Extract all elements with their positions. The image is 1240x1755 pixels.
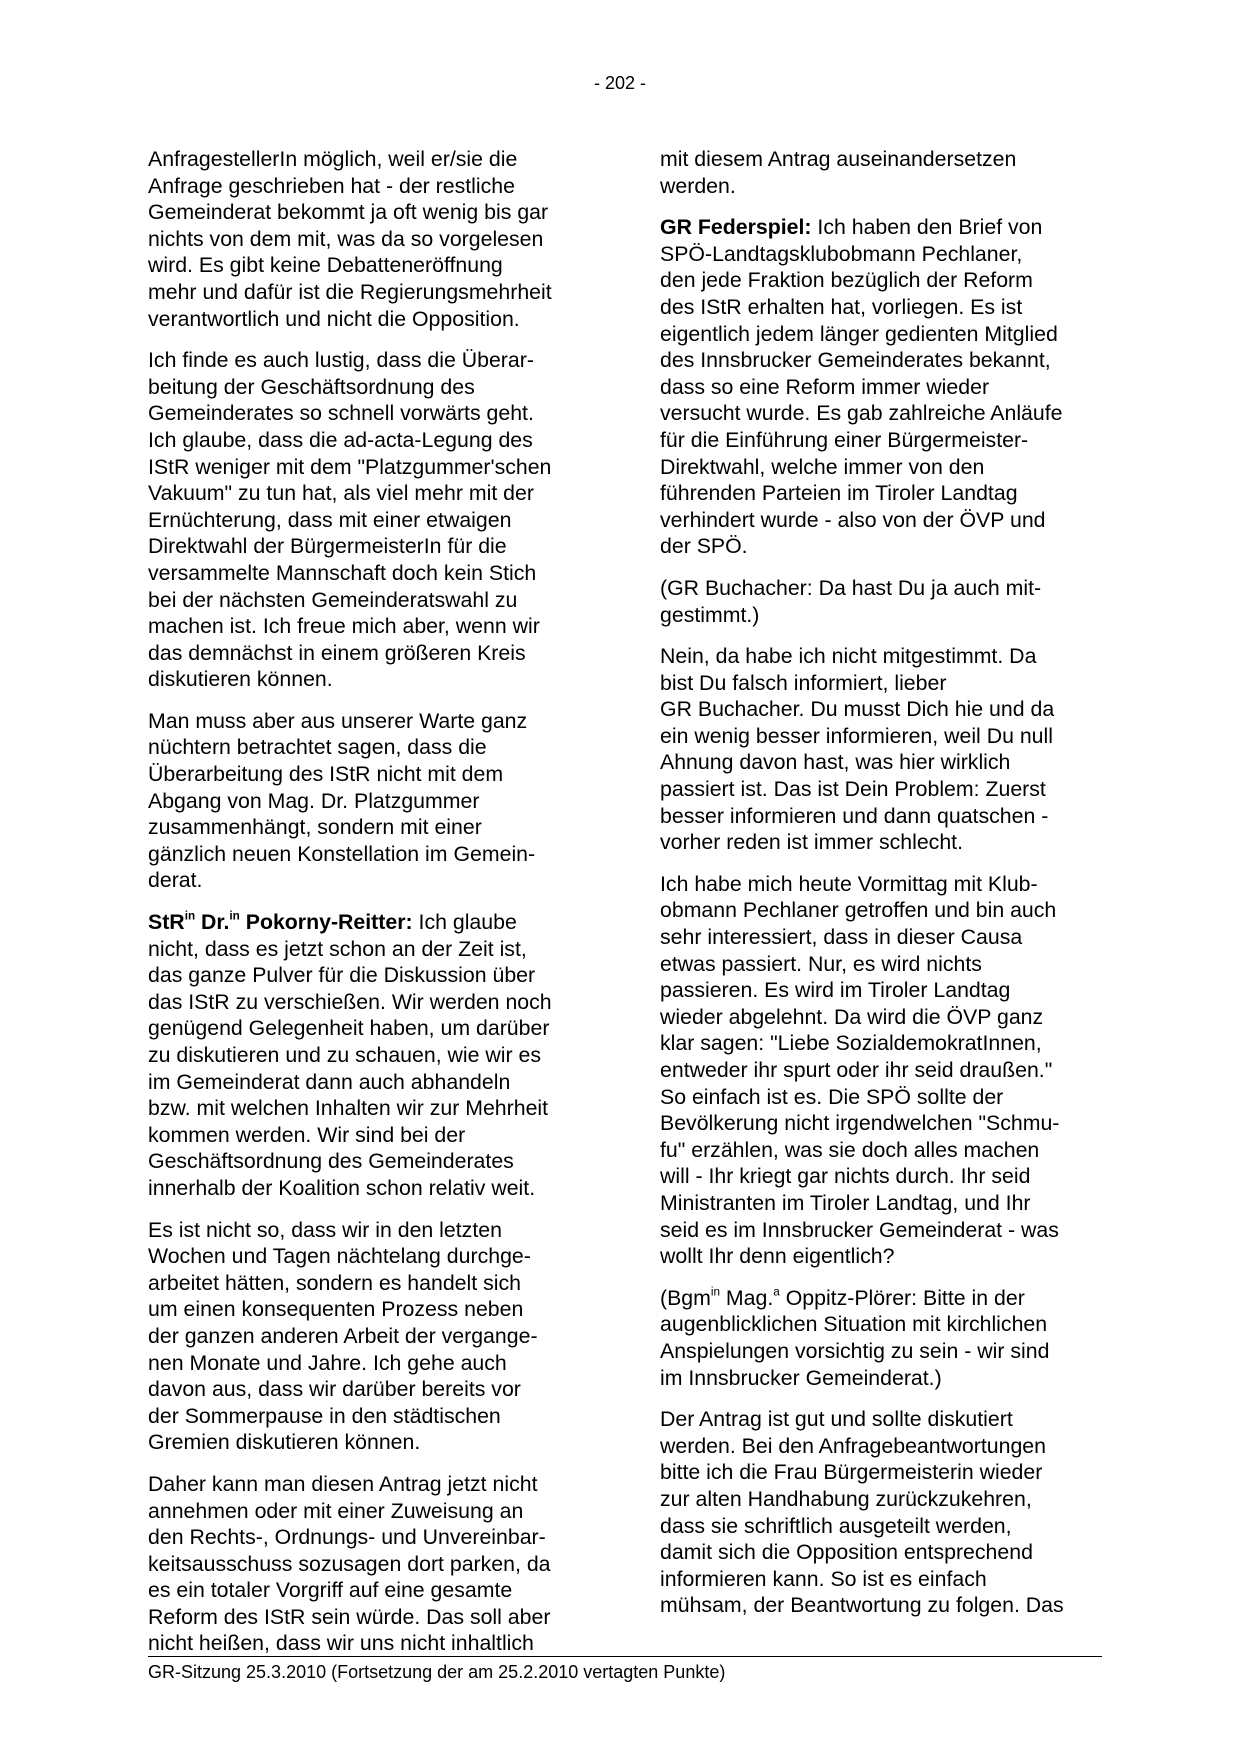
text-line: der SPÖ. [660, 534, 748, 559]
text-line: seid es im Innsbrucker Gemeinderat - was [660, 1217, 1059, 1242]
text-line: des Innsbrucker Gemeinderates bekannt, [660, 348, 1051, 373]
text-line: entweder ihr spurt oder ihr seid draußen." [660, 1058, 1053, 1082]
interjection-degree: Mag. [720, 1285, 774, 1310]
text-line: informieren kann. So ist es einfach [660, 1566, 987, 1591]
text-line: Es ist nicht so, dass wir in den letzten [148, 1217, 502, 1242]
text-line: (GR Buchacher: Da hast Du ja auch mit- [660, 575, 1042, 600]
text-line: Nein, da habe ich nicht mitgestimmt. Da [660, 644, 1037, 669]
text-line: der ganzen anderen Arbeit der vergange- [148, 1323, 538, 1348]
paragraph [660, 575, 1098, 628]
speaker-title-sup: in [184, 909, 196, 923]
paragraph [148, 909, 586, 1202]
text-line: AnfragestellerIn möglich, weil er/sie die [148, 147, 518, 171]
text-line: besser informieren und dann quatschen - [660, 803, 1049, 828]
paragraph [148, 1217, 586, 1456]
text-line: Gremien diskutieren können. [148, 1430, 421, 1455]
text-line: dass sie schriftlich ausgeteilt werden, [660, 1513, 1012, 1538]
speaker-degree: Dr. [195, 910, 230, 935]
text-line: das IStR zu verschießen. Wir werden noch [148, 989, 552, 1014]
text-line: bzw. mit welchen Inhalten wir zur Mehrheit [148, 1096, 549, 1121]
text-line: dass so eine Reform immer wieder [660, 374, 990, 399]
text-line: nicht heißen, dass wir uns nicht inhaltlich [148, 1631, 534, 1656]
text-line: obmann Pechlaner getroffen und bin auch [660, 898, 1057, 923]
paragraph [660, 146, 1098, 199]
text-line: Gemeinderates so schnell vorwärts geht. [148, 401, 534, 426]
text-line: zur alten Handhabung zurückzukehren, [660, 1486, 1032, 1511]
text-line: passieren. Es wird im Tiroler Landtag [660, 978, 1011, 1003]
text-line: verhindert wurde - also von der ÖVP und [660, 507, 1046, 532]
text-line: diskutieren können. [148, 667, 333, 692]
paragraph [148, 347, 586, 693]
text-line: Geschäftsordnung des Gemeinderates [148, 1149, 514, 1174]
speaker-surname: Pokorny-Reitter: [239, 910, 413, 935]
paragraph [148, 708, 586, 894]
text-line: bist Du falsch informiert, lieber [660, 670, 947, 695]
text-line: bei der nächsten Gemeinderatswahl zu [148, 587, 518, 612]
paragraph [148, 146, 586, 332]
text-line: Vakuum" zu tun hat, als viel mehr mit der [148, 481, 534, 506]
text-line: wird. Es gibt keine Debatteneröffnung [148, 253, 503, 278]
text-line: Direktwahl, welche immer von den [660, 454, 985, 479]
text-line: Daher kann man diesen Antrag jetzt nicht [148, 1471, 538, 1496]
text-line: Abgang von Mag. Dr. Platzgummer [148, 788, 480, 813]
speaker-line [660, 214, 1098, 241]
text-line: es ein totaler Vorgriff auf eine gesamte [148, 1578, 513, 1603]
text-line: Wochen und Tagen nächtelang durchge- [148, 1244, 531, 1269]
text-line: den Rechts-, Ordnungs- und Unvereinbar- [148, 1525, 546, 1550]
text-line: zusammenhängt, sondern mit einer [148, 815, 482, 840]
text-line: verantwortlich und nicht die Opposition. [148, 306, 520, 331]
text-line: machen ist. Ich freue mich aber, wenn wir [148, 614, 540, 639]
footer-divider [148, 1656, 1102, 1657]
text-line: im Gemeinderat dann auch abhandeln [148, 1069, 511, 1094]
text-line: Anfrage geschrieben hat - der restliche [148, 173, 515, 198]
paragraph [660, 1285, 1098, 1391]
text-line: wollt Ihr denn eigentlich? [660, 1244, 895, 1269]
text-line: sehr interessiert, dass in dieser Causa [660, 925, 1023, 950]
text-line: versucht wurde. Es gab zahlreiche Anläufe [660, 401, 1063, 426]
text-line: Man muss aber aus unserer Warte ganz [148, 708, 528, 733]
text-line: führenden Parteien im Tiroler Landtag [660, 481, 1018, 506]
text-line: den jede Fraktion bezüglich der Reform [660, 268, 1033, 293]
text-line: mit diesem Antrag auseinandersetzen [660, 147, 1017, 171]
text-line: eigentlich jedem länger gedienten Mitglied [660, 321, 1058, 346]
text-line: Ernüchterung, dass mit einer etwaigen [148, 507, 512, 532]
text-line: Ich habe mich heute Vormittag mit Klub- [660, 871, 1038, 896]
paragraph [660, 1406, 1098, 1619]
page-number: - 202 - [593, 73, 647, 93]
text-line: So einfach ist es. Die SPÖ sollte der [660, 1084, 1004, 1109]
text-line: derat. [148, 868, 203, 893]
text-line: GR Buchacher. Du musst Dich hie und da [660, 697, 1055, 722]
text-line: im Innsbrucker Gemeinderat.) [660, 1365, 942, 1390]
text-line: gestimmt.) [660, 602, 760, 627]
text-line: wieder abgelehnt. Da wird die ÖVP ganz [660, 1004, 1044, 1029]
interjection-text: Oppitz-Plörer: Bitte in der [779, 1285, 1025, 1310]
text-line: Der Antrag ist gut und sollte diskutiert [660, 1407, 1013, 1432]
text-line: kommen werden. Wir sind bei der [148, 1122, 466, 1147]
text-line: SPÖ-Landtagsklubobmann Pechlaner, [660, 241, 1023, 266]
interjection-degree-sup: a [773, 1285, 780, 1299]
text-line: mühsam, der Beantwortung zu folgen. Das [660, 1593, 1064, 1618]
text-line: zu diskutieren und zu schauen, wie wir es [148, 1043, 542, 1067]
text-line: Bevölkerung nicht irgendwelchen "Schmu- [660, 1111, 1060, 1136]
text-line: Anspielungen vorsichtig zu sein - wir sind [660, 1338, 1050, 1363]
left-column [148, 146, 586, 1672]
paragraph [660, 643, 1098, 856]
speaker-degree-sup: in [229, 909, 240, 923]
speaker-title: StR [148, 910, 185, 935]
paragraph [660, 871, 1098, 1270]
text-line: der Sommerpause in den städtischen [148, 1403, 501, 1428]
speaker-name [148, 910, 413, 934]
text-line: augenblicklichen Situation mit kirchlichen [660, 1312, 1048, 1337]
speech-text: Ich haben den Brief von [811, 215, 1043, 240]
text-line: Direktwahl der BürgermeisterIn für die [148, 534, 507, 559]
text-line: damit sich die Opposition entsprechend [660, 1540, 1033, 1565]
text-line: will - Ihr kriegt gar nichts durch. Ihr seid [660, 1164, 1031, 1189]
text-line: Ahnung davon hast, was hier wirklich [660, 750, 1011, 775]
text-line: versammelte Mannschaft doch kein Stich [148, 560, 537, 585]
interjection-title-sup: in [710, 1285, 720, 1299]
text-line: IStR weniger mit dem "Platzgummer'schen [148, 454, 552, 479]
text-line: Reform des IStR sein würde. Das soll aber [148, 1604, 551, 1629]
text-line: klar sagen: "Liebe SozialdemokratInnen, [660, 1031, 1042, 1056]
text-line: des IStR erhalten hat, vorliegen. Es ist [660, 294, 1023, 319]
paragraph [660, 214, 1098, 560]
page-footer: GR-Sitzung 25.3.2010 (Fortsetzung der am 25.2.2010 vertagten Punkte) [148, 1662, 726, 1682]
text-line: etwas passiert. Nur, es wird nichts [660, 951, 982, 976]
text-line: genügend Gelegenheit haben, um darüber [148, 1016, 550, 1041]
text-line: innerhalb der Koalition schon relativ weit. [148, 1175, 536, 1200]
text-line: annehmen oder mit einer Zuweisung an [148, 1498, 524, 1523]
text-line: das ganze Pulver für die Diskussion über [148, 963, 536, 988]
text-line: bitte ich die Frau Bürgermeisterin wieder [660, 1460, 1043, 1485]
text-line: nichts von dem mit, was da so vorgelesen [148, 226, 544, 251]
text-line: werden. Bei den Anfragebeantwortungen [660, 1433, 1046, 1458]
speaker-name: GR Federspiel: [660, 215, 812, 240]
text-line: nüchtern betrachtet sagen, dass die [148, 735, 487, 760]
text-line: gänzlich neuen Konstellation im Gemein- [148, 841, 536, 866]
text-line: Gemeinderat bekommt ja oft wenig bis gar [148, 200, 549, 225]
text-line: arbeitet hätten, sondern es handelt sich [148, 1270, 521, 1295]
text-line: für die Einführung einer Bürgermeister- [660, 427, 1029, 452]
interjection-line [660, 1285, 1098, 1312]
text-line: nen Monate und Jahre. Ich gehe auch [148, 1350, 507, 1375]
text-line: vorher reden ist immer schlecht. [660, 830, 963, 855]
text-line: beitung der Geschäftsordnung des [148, 374, 475, 399]
text-line: das demnächst in einem größeren Kreis [148, 640, 526, 665]
text-line: Ministranten im Tiroler Landtag, und Ihr [660, 1190, 1031, 1215]
text-line: Ich glaube, dass die ad-acta-Legung des [148, 427, 533, 452]
speech-text: Ich glaube [412, 910, 517, 935]
text-line: keitsausschuss sozusagen dort parken, da [148, 1551, 551, 1576]
text-line: passiert ist. Das ist Dein Problem: Zuerst [660, 777, 1046, 802]
right-column [660, 146, 1098, 1634]
text-line: ein wenig besser informieren, weil Du null [660, 723, 1053, 748]
text-line: davon aus, dass wir darüber bereits vor [148, 1377, 521, 1402]
paragraph [148, 1471, 586, 1657]
text-line: mehr und dafür ist die Regierungsmehrheit [148, 279, 552, 304]
text-line: fu" erzählen, was sie doch alles machen [660, 1137, 1040, 1162]
text-line: nicht, dass es jetzt schon an der Zeit ist, [148, 936, 527, 961]
text-line: Ich finde es auch lustig, dass die Überar- [148, 348, 534, 373]
interjection-title: (Bgm [660, 1285, 711, 1310]
text-line: Überarbeitung des IStR nicht mit dem [148, 762, 504, 787]
speaker-line [148, 909, 586, 936]
text-line: werden. [660, 173, 736, 198]
text-line: um einen konsequenten Prozess neben [148, 1297, 524, 1322]
